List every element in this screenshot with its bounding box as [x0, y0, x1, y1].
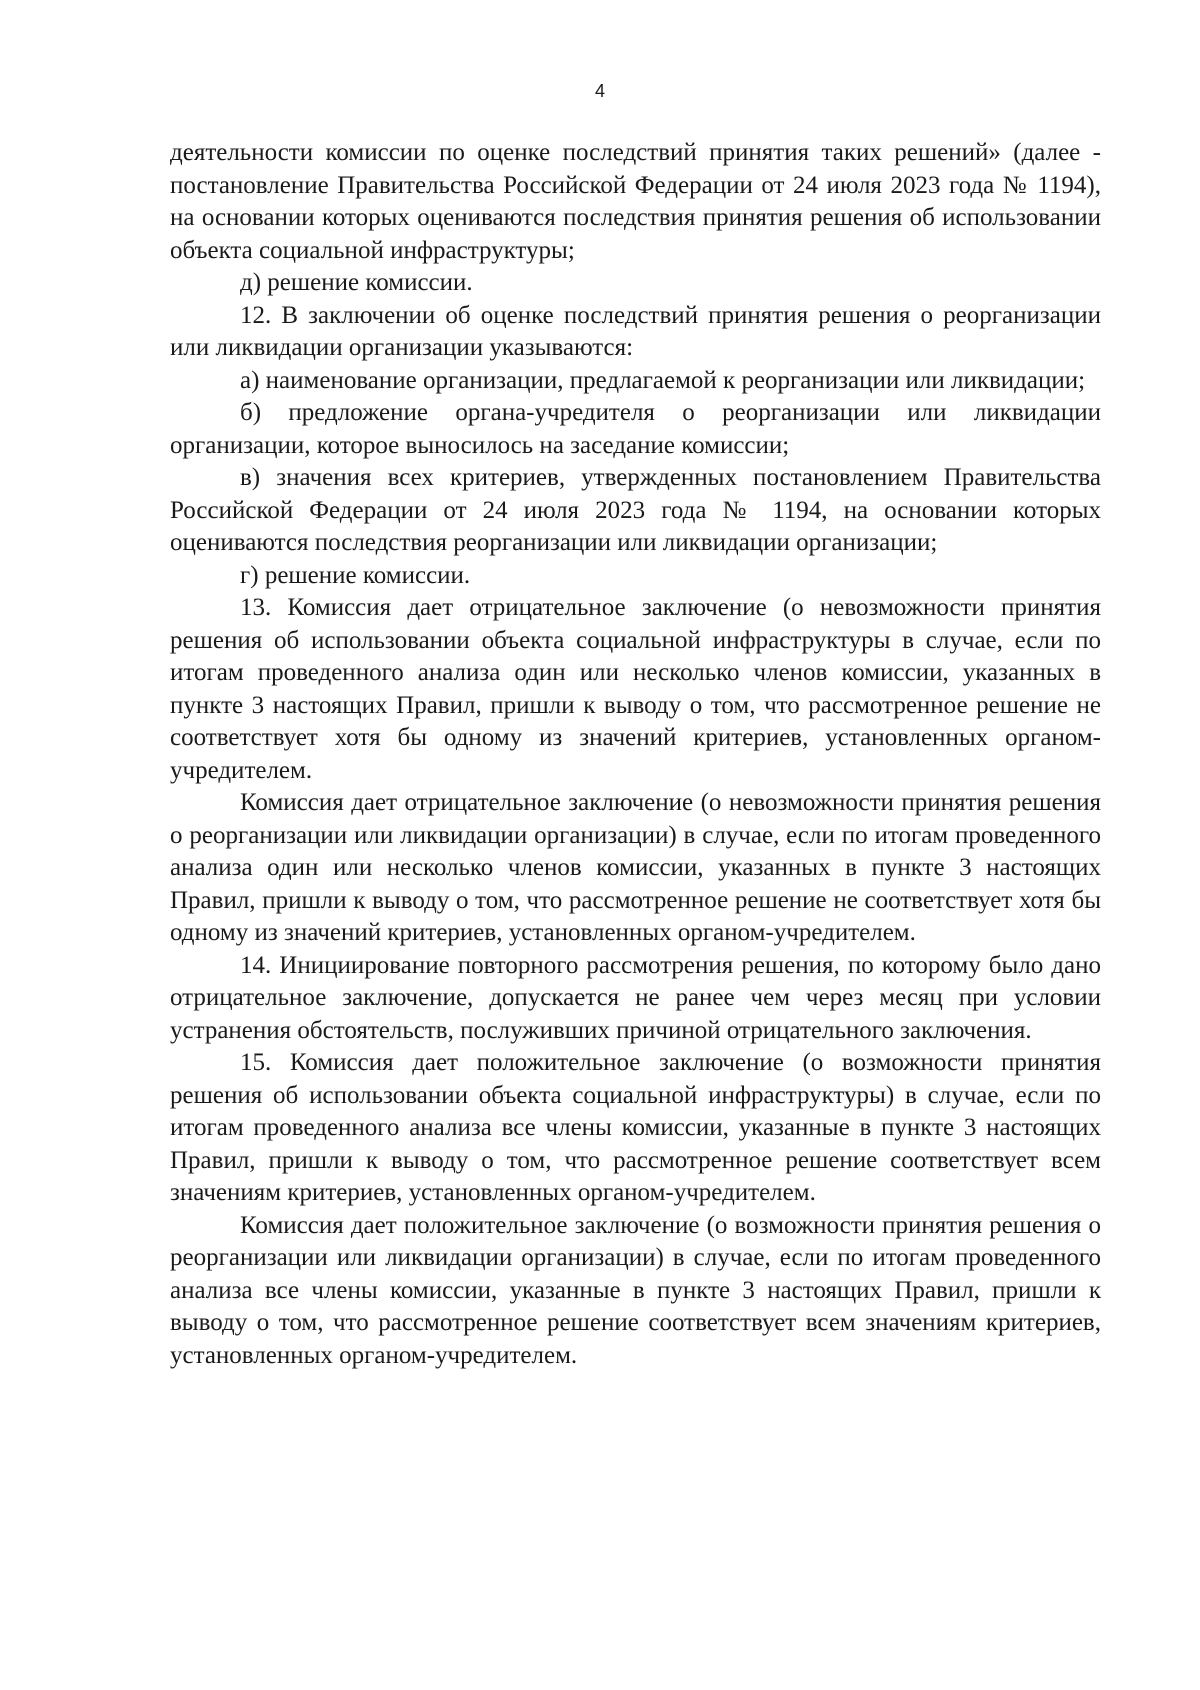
paragraph-item-v: в) значения всех критериев, утвержденных постановлением Правительства Российской Федерации от 24 июля 2023 года № 1194, на основании которых оцениваются последствия реорганизации или ликвидации организации; [170, 464, 1101, 556]
page-number: 4 [594, 81, 605, 101]
paragraph-15-second: Комиссия дает положительное заключение (о возможности принятия решения о реорганизации или ликвидации организации) в случае, если по итогам проведенного анализа все члены комиссии, указанные в пункте 3 настоящих Правил, пришли к выводу о том, что рассмотренное решение соответствует всем значениям критериев, установленных органом-учредителем. [170, 1211, 1101, 1369]
paragraph-item-b: б) предложение органа-учредителя о реорганизации или ликвидации организации, которое выносилось на заседание комиссии; [170, 399, 1101, 459]
document-body [170, 137, 1101, 1372]
paragraph-14: 14. Инициирование повторного рассмотрения решения, по которому было дано отрицательное заключение, допускается не ранее чем через месяц при условии устранения обстоятельств, послуживших причиной отрицательного заключения. [170, 951, 1101, 1044]
paragraph-continuation: деятельности комиссии по оценке последствий принятия таких решений» (далее - постановление Правительства Российской Федерации от 24 июля 2023 года № 1194), на основании которых оцениваются последствия принятия решения об использовании объекта социальной инфраструктуры; [170, 139, 1101, 264]
paragraph-item-a: а) наименование организации, предлагаемой к реорганизации или ликвидации; [240, 366, 1086, 394]
paragraph-item-d: д) решение комиссии. [240, 269, 473, 296]
paragraph-item-g: г) решение комиссии. [240, 561, 471, 589]
paragraph-12: 12. В заключении об оценке последствий принятия решения о реорганизации или ликвидации организации указываются: [170, 301, 1101, 361]
paragraph-15: 15. Комиссия дает положительное заключение (о возможности принятия решения об использовании объекта социальной инфраструктуры) в случае, если по итогам проведенного анализа все члены комиссии, указанные в пункте 3 настоящих Правил, пришли к выводу о том, что рассмотренное решение соответствует всем значениям критериев, установленных органом-учредителем. [170, 1049, 1101, 1206]
paragraph-13: 13. Комиссия дает отрицательное заключение (о невозможности принятия решения об использовании объекта социальной инфраструктуры в случае, если по итогам проведенного анализа один или несколько членов комиссии, указанных в пункте 3 настоящих Правил, пришли к выводу о том, что рассмотренное решение не соответствует хотя бы одному из значений критериев, установленных органом-учредителем. [170, 594, 1101, 784]
paragraph-13-second: Комиссия дает отрицательное заключение (о невозможности принятия решения о реорганизации или ликвидации организации) в случае, если по итогам проведенного анализа один или несколько членов комиссии, указанных в пункте 3 настоящих Правил, пришли к выводу о том, что рассмотренное решение не соответствует хотя бы одному из значений критериев, установленных органом-учредителем. [170, 789, 1101, 946]
